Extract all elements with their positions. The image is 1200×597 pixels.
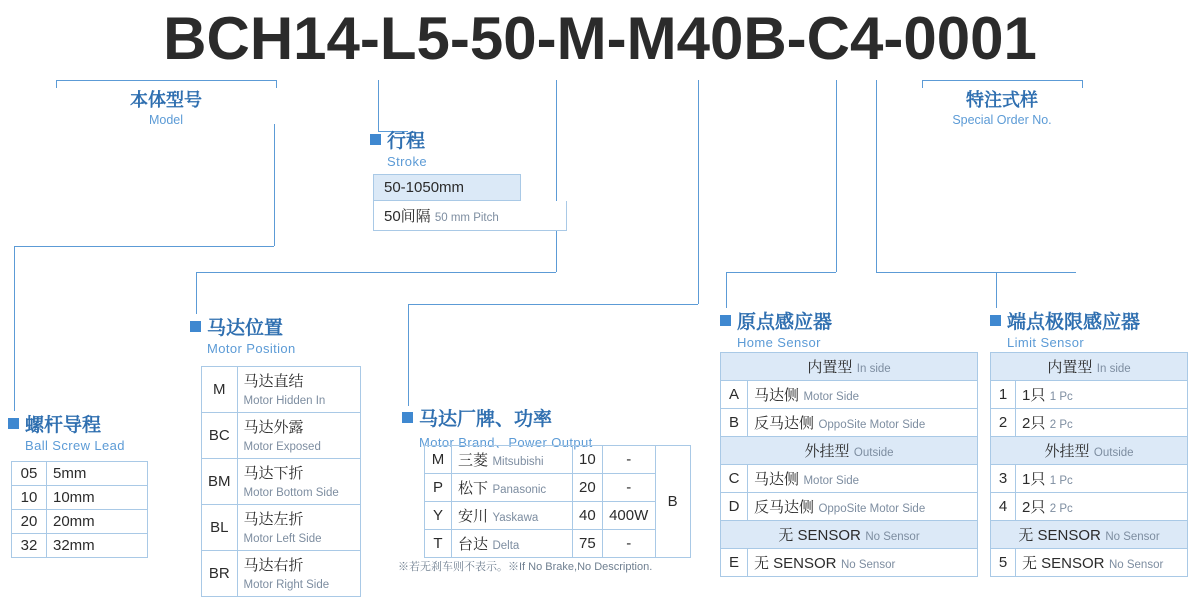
limit-sensor-desc — [1016, 465, 1187, 492]
leader-home-sensor-horizontal — [726, 272, 836, 273]
code-part-stroke: 50 — [469, 5, 537, 72]
table-row — [425, 446, 691, 474]
code-part-model: BCH14 — [163, 5, 360, 72]
brand-name-cn: 松下 — [458, 480, 489, 497]
stroke-pitch-cn: 50间隔 — [384, 208, 431, 225]
table-row — [721, 493, 978, 521]
home-sensor-en: Motor Side — [803, 391, 860, 403]
brand-code: M — [431, 451, 445, 468]
home-sensor-code: C — [728, 470, 740, 487]
leader-motor-brand-vertical-right — [698, 80, 699, 304]
code-sep-5: - — [786, 5, 807, 72]
code-part-motor-brand: M40B — [626, 5, 787, 72]
code-part-limit-sensor: 4 — [849, 5, 884, 72]
home-sensor-desc — [748, 493, 977, 520]
power-code: 10 — [579, 451, 596, 468]
leader-special-tick-right — [1082, 80, 1083, 88]
table-motor-position-body — [202, 367, 361, 597]
brand-name-cn: 台达 — [458, 536, 489, 553]
home-sensor-section — [721, 521, 977, 548]
motor-position-code: BM — [208, 473, 231, 490]
home-sensor-desc — [748, 409, 977, 436]
brand-code: P — [432, 479, 443, 496]
bullet-square-icon — [190, 321, 201, 332]
limit-sensor-section-cn: 无 SENSOR — [1018, 527, 1101, 544]
home-sensor-section — [721, 353, 977, 380]
brand-name-cn: 三菱 — [458, 452, 489, 469]
home-sensor-en: OppoSite Motor Side — [818, 503, 926, 515]
table-row-header — [991, 353, 1188, 381]
motor-position-code: M — [213, 381, 226, 398]
home-sensor-cn: 马达侧 — [754, 471, 800, 488]
table-row — [202, 551, 361, 597]
motor-position-desc — [238, 367, 360, 412]
table-row — [991, 465, 1188, 493]
group-motor-position-en: Motor Position — [207, 341, 296, 356]
table-row — [12, 462, 148, 486]
table-ball-screw-lead-body — [12, 462, 148, 558]
limit-sensor-en: 1 Pc — [1049, 391, 1073, 403]
motor-position-code: BC — [208, 427, 230, 444]
leader-lead-horizontal — [14, 246, 274, 247]
limit-sensor-cn: 2只 — [1022, 499, 1046, 516]
leader-motor-position-vertical-right — [556, 80, 557, 272]
lead-code: 05 — [20, 465, 38, 482]
limit-sensor-code: 2 — [998, 414, 1008, 431]
group-home-sensor-en: Home Sensor — [737, 335, 821, 350]
limit-sensor-cn: 2只 — [1022, 415, 1046, 432]
code-part-special-order: 0001 — [903, 5, 1037, 72]
table-limit-sensor-body — [991, 353, 1188, 577]
group-stroke-en: Stroke — [387, 154, 427, 169]
label-model-cn: 本体型号 — [130, 90, 202, 110]
code-sep-6: - — [883, 5, 904, 72]
code-part-home-sensor: C — [806, 5, 850, 72]
limit-sensor-en: 1 Pc — [1049, 475, 1073, 487]
table-row — [721, 409, 978, 437]
brand-name-en: Panasonic — [492, 484, 547, 496]
lead-value: 20mm — [53, 513, 95, 530]
motor-position-cn: 马达右折 — [243, 557, 304, 574]
limit-sensor-cn: 1只 — [1022, 471, 1046, 488]
label-model — [86, 86, 246, 127]
limit-sensor-cn: 无 SENSOR — [1022, 555, 1105, 572]
power-code: 40 — [579, 507, 596, 524]
power-code: 75 — [579, 535, 596, 552]
table-row — [425, 474, 691, 502]
stroke-range: 50-1050mm — [373, 174, 521, 201]
home-sensor-code: E — [728, 554, 739, 571]
group-stroke-cn: 行程 — [387, 131, 426, 152]
lead-value: 5mm — [53, 465, 87, 482]
leader-home-sensor-vertical-right — [836, 80, 837, 272]
limit-sensor-desc — [1016, 409, 1187, 436]
stroke-values — [373, 174, 521, 231]
home-sensor-section-en: No Sensor — [865, 531, 920, 543]
limit-sensor-desc — [1016, 549, 1187, 576]
power-value: - — [626, 535, 632, 552]
motor-brand-note-en: ※If No Brake,No Description. — [508, 561, 653, 573]
limit-sensor-cn: 1只 — [1022, 387, 1046, 404]
code-sep-4: - — [606, 5, 627, 72]
motor-position-en: Motor Hidden In — [243, 395, 326, 407]
limit-sensor-en: 2 Pc — [1049, 419, 1073, 431]
leader-model-tick-left — [56, 80, 57, 88]
bullet-square-icon — [370, 134, 381, 145]
motor-brand-note — [398, 558, 652, 574]
limit-sensor-section-en: Outside — [1093, 447, 1134, 459]
brand-name-en: Yaskawa — [492, 512, 539, 524]
home-sensor-code: A — [728, 386, 739, 403]
home-sensor-section-cn: 外挂型 — [804, 443, 850, 460]
table-row-header — [991, 437, 1188, 465]
home-sensor-desc — [748, 381, 977, 408]
table-home-sensor — [720, 352, 978, 577]
motor-position-en: Motor Exposed — [243, 441, 321, 453]
lead-code: 20 — [20, 513, 38, 530]
table-row — [721, 549, 978, 577]
table-row — [12, 486, 148, 510]
table-row-header — [991, 521, 1188, 549]
table-row — [991, 381, 1188, 409]
limit-sensor-code: 4 — [998, 498, 1008, 515]
table-row-header — [721, 353, 978, 381]
brand-name-en: Delta — [492, 540, 520, 552]
table-row — [425, 530, 691, 558]
group-stroke — [370, 126, 427, 169]
leader-motor-position-horizontal — [196, 272, 556, 273]
table-limit-sensor — [990, 352, 1188, 577]
group-motor-brand — [402, 404, 593, 451]
motor-brand-note-cn: ※若无刹车则不表示。 — [398, 561, 508, 573]
table-motor-brand-body — [425, 446, 691, 558]
group-limit-sensor-en: Limit Sensor — [1007, 335, 1085, 350]
limit-sensor-section-en: In side — [1096, 363, 1131, 375]
motor-position-en: Motor Bottom Side — [243, 487, 339, 499]
home-sensor-en: Motor Side — [803, 475, 860, 487]
motor-position-code: BL — [210, 519, 229, 536]
power-code: 20 — [579, 479, 596, 496]
limit-sensor-section — [991, 437, 1187, 464]
limit-sensor-code: 3 — [998, 470, 1008, 487]
code-sep-1: - — [359, 5, 380, 72]
lead-value: 10mm — [53, 489, 95, 506]
group-lead-en: Ball Screw Lead — [25, 438, 125, 453]
table-ball-screw-lead — [11, 461, 148, 558]
table-row — [12, 534, 148, 558]
table-row — [202, 413, 361, 459]
home-sensor-cn: 反马达侧 — [754, 499, 815, 516]
label-special-order-en: Special Order No. — [952, 113, 1052, 127]
brand-name — [452, 530, 572, 557]
lead-value: 32mm — [53, 537, 95, 554]
leader-model-tick-right — [276, 80, 277, 88]
power-value: 400W — [609, 507, 649, 524]
table-row — [991, 493, 1188, 521]
leader-motor-position-vertical-left — [196, 272, 197, 314]
home-sensor-section-cn: 内置型 — [807, 359, 853, 376]
limit-sensor-section — [991, 521, 1187, 548]
label-special-order-cn: 特注式样 — [966, 90, 1038, 110]
limit-sensor-desc — [1016, 381, 1187, 408]
leader-motor-brand-horizontal — [408, 304, 698, 305]
power-value: - — [626, 479, 632, 496]
group-lead-cn: 螺杆导程 — [25, 415, 102, 436]
home-sensor-code: D — [728, 498, 740, 515]
leader-limit-sensor-vertical-left — [996, 272, 997, 308]
leader-lead-vertical-left — [14, 246, 15, 411]
motor-position-code: BR — [208, 565, 230, 582]
code-sep-3: - — [536, 5, 557, 72]
bullet-square-icon — [990, 315, 1001, 326]
home-sensor-cn: 反马达侧 — [754, 415, 815, 432]
motor-position-en: Motor Right Side — [243, 579, 330, 591]
motor-position-cn: 马达左折 — [243, 511, 304, 528]
table-row — [202, 459, 361, 505]
code-part-motor-position: M — [556, 5, 607, 72]
limit-sensor-section-cn: 内置型 — [1047, 359, 1093, 376]
brand-code: T — [433, 535, 443, 552]
brand-name-cn: 安川 — [458, 508, 489, 525]
lead-code: 32 — [20, 537, 38, 554]
leader-special-horizontal — [922, 80, 1082, 81]
label-special-order — [922, 86, 1082, 127]
motor-position-en: Motor Left Side — [243, 533, 322, 545]
leader-limit-sensor-vertical-right — [876, 80, 877, 272]
group-home-sensor — [720, 307, 832, 350]
home-sensor-cn: 无 SENSOR — [754, 555, 837, 572]
leader-limit-sensor-horizontal-2 — [876, 272, 996, 273]
home-sensor-section — [721, 437, 977, 464]
home-sensor-code: B — [728, 414, 739, 431]
brand-name-en: Mitsubishi — [492, 456, 544, 468]
motor-position-desc — [238, 413, 360, 458]
stroke-pitch — [373, 201, 567, 231]
home-sensor-desc — [748, 465, 977, 492]
limit-sensor-section-cn: 外挂型 — [1044, 443, 1090, 460]
lead-code: 10 — [20, 489, 38, 506]
table-row — [721, 381, 978, 409]
limit-sensor-section — [991, 353, 1187, 380]
limit-sensor-code: 1 — [998, 386, 1008, 403]
limit-sensor-desc — [1016, 493, 1187, 520]
home-sensor-en: OppoSite Motor Side — [818, 419, 926, 431]
motor-position-cn: 马达直结 — [243, 373, 304, 390]
group-motor-position — [190, 313, 296, 356]
group-limit-sensor-cn: 端点极限感应器 — [1007, 312, 1141, 333]
power-value: - — [626, 451, 632, 468]
brand-name — [452, 474, 572, 501]
bullet-square-icon — [8, 418, 19, 429]
group-home-sensor-cn: 原点感应器 — [737, 312, 833, 333]
group-ball-screw-lead — [8, 410, 125, 453]
label-model-en: Model — [148, 113, 184, 127]
table-motor-brand — [424, 445, 691, 558]
group-motor-brand-en: Motor Brand、Power Output — [419, 435, 593, 450]
leader-stroke-vertical — [378, 80, 379, 132]
table-row-header — [721, 521, 978, 549]
brake-code: B — [667, 492, 678, 510]
table-motor-position — [201, 366, 361, 597]
stroke-pitch-en: 50 mm Pitch — [434, 212, 499, 224]
brand-name — [452, 446, 572, 473]
bullet-square-icon — [402, 412, 413, 423]
limit-sensor-code: 5 — [998, 554, 1008, 571]
table-row — [425, 502, 691, 530]
home-sensor-section-en: Outside — [853, 447, 894, 459]
table-row — [12, 510, 148, 534]
bullet-square-icon — [720, 315, 731, 326]
code-part-lead: L5 — [379, 5, 450, 72]
table-row — [721, 465, 978, 493]
table-home-sensor-body — [721, 353, 978, 577]
group-limit-sensor — [990, 307, 1140, 350]
table-row — [991, 409, 1188, 437]
leader-lead-vertical-right — [274, 124, 275, 246]
code-sep-2: - — [449, 5, 470, 72]
leader-model-horizontal — [56, 80, 276, 81]
table-row — [202, 505, 361, 551]
leader-home-sensor-vertical-left — [726, 272, 727, 308]
table-row — [991, 549, 1188, 577]
product-code-line — [0, 4, 1200, 73]
leader-motor-brand-vertical-left — [408, 304, 409, 406]
home-sensor-cn: 马达侧 — [754, 387, 800, 404]
group-motor-position-cn: 马达位置 — [207, 318, 284, 339]
home-sensor-desc — [748, 549, 977, 576]
motor-position-cn: 马达外露 — [243, 419, 304, 436]
home-sensor-en: No Sensor — [840, 559, 896, 571]
brand-code: Y — [432, 507, 443, 524]
motor-position-desc — [238, 505, 360, 550]
group-motor-brand-cn: 马达厂牌、功率 — [419, 409, 553, 430]
motor-position-cn: 马达下折 — [243, 465, 304, 482]
limit-sensor-en: 2 Pc — [1049, 503, 1073, 515]
table-row-header — [721, 437, 978, 465]
motor-position-desc — [238, 459, 360, 504]
home-sensor-section-cn: 无 SENSOR — [778, 527, 861, 544]
limit-sensor-section-en: No Sensor — [1105, 531, 1160, 543]
limit-sensor-en: No Sensor — [1108, 559, 1164, 571]
leader-limit-sensor-horizontal — [996, 272, 1076, 273]
home-sensor-section-en: In side — [856, 363, 891, 375]
motor-position-desc — [238, 551, 360, 596]
brand-name — [452, 502, 572, 529]
table-row — [202, 367, 361, 413]
